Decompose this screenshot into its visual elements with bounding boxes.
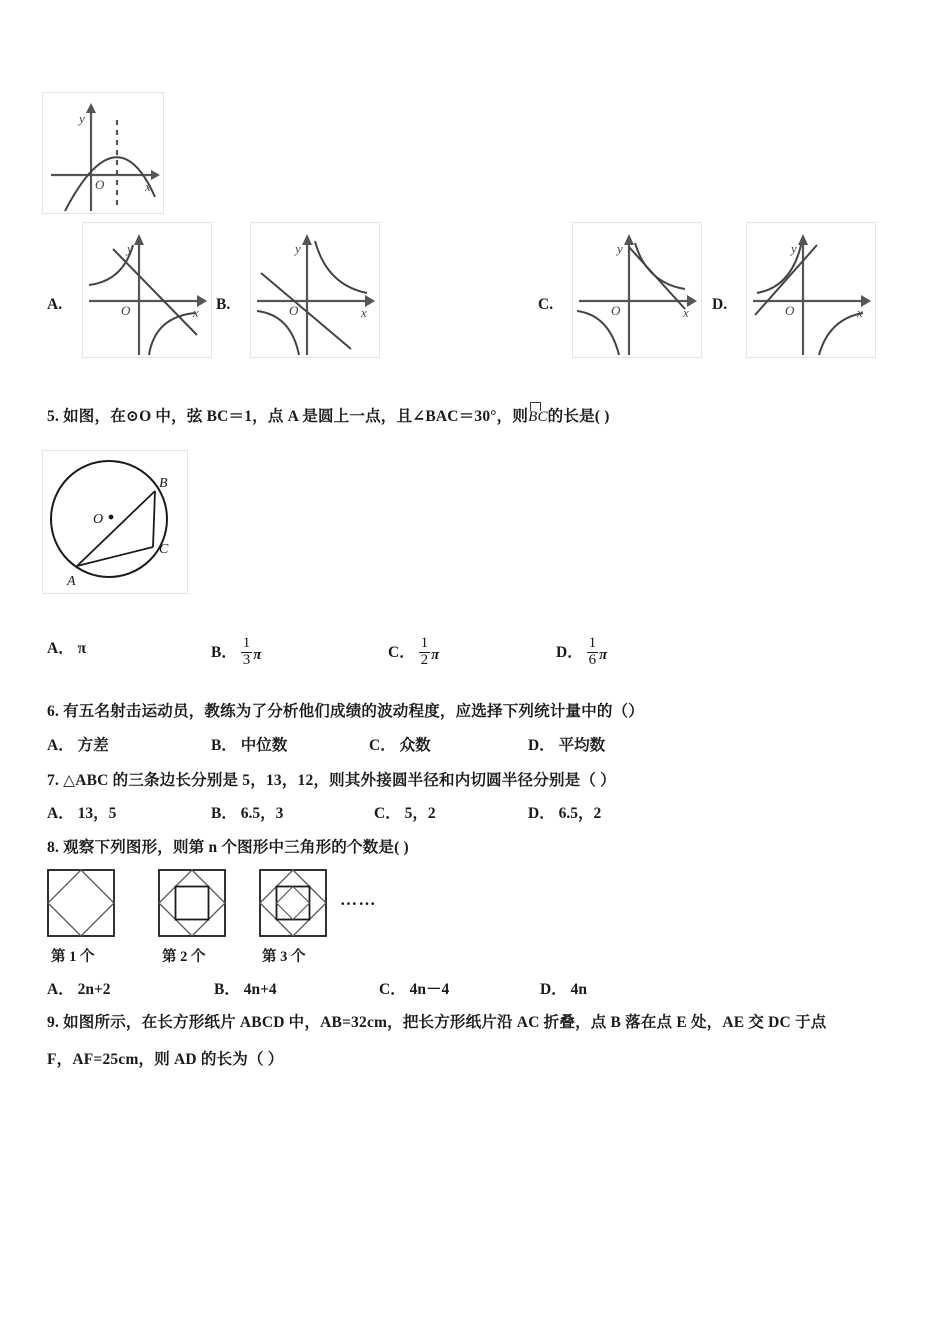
q8-option-c-value: 4n－4 [409,981,450,998]
q6-option-b-value: 中位数 [240,737,288,754]
q8-option-d-label: D． [540,981,567,998]
svg-text:y: y [791,241,797,256]
svg-text:O: O [121,303,131,318]
svg-text:y: y [617,241,623,256]
svg-text:x: x [193,305,199,320]
svg-text:y: y [127,241,133,256]
q7-option-d[interactable] [528,801,601,823]
q6-option-d[interactable] [528,733,605,755]
q6-option-c[interactable] [369,733,431,755]
q5-option-c-pi: π [431,647,440,664]
question-5-number: 5. [47,408,60,425]
q5-option-c-denominator: 2 [420,651,429,668]
q8-option-b-label: B． [214,981,240,998]
q7-option-b[interactable] [211,801,283,823]
q7-option-a-value: 13，5 [77,805,117,822]
q7-option-c[interactable] [374,801,436,823]
question-8-text: 观察下列图形，则第 n 个图形中三角形的个数是( ) [63,839,409,856]
arc-bc-symbol [528,407,548,426]
q6-option-a[interactable] [47,733,109,755]
q5-option-a[interactable] [47,636,86,658]
question-8-line [47,835,409,857]
q6-option-b-label: B． [211,737,237,754]
q6-option-c-label: C． [369,737,396,754]
question-9-text-line-1: 如图所示，在长方形纸片 ABCD 中，AB=32cm，把长方形纸片沿 AC 折叠，点 B 落在点 E 处，AE 交 DC 于点 [63,1014,827,1031]
svg-text:O: O [93,512,104,527]
option-c-graph [572,222,702,358]
q5-option-b-label: B． [211,644,237,661]
question-6-line [47,699,644,721]
q8-option-b-value: 4n+4 [243,981,277,998]
svg-text:O: O [95,177,105,192]
svg-text:B: B [159,476,168,491]
question-6-number: 6. [47,703,60,720]
svg-text:x: x [361,305,367,320]
circle-inscribed-angle-figure [42,450,188,594]
q5-option-d-denominator: 6 [588,651,597,668]
svg-text:O: O [289,303,299,318]
svg-text:y: y [295,241,301,256]
q5-option-c-label: C． [388,644,415,661]
q5-option-d-fraction [587,636,599,669]
pattern-figure-2-caption: 第 2 个 [162,949,206,965]
q5-option-b[interactable] [211,636,261,669]
question-7-line [47,768,616,790]
svg-text:x: x [145,179,151,194]
svg-text:x: x [683,305,689,320]
q5-option-b-pi: π [253,647,262,664]
q7-option-b-label: B． [211,805,237,822]
q5-option-a-value: π [77,640,87,657]
q5-option-d-label: D． [556,644,583,661]
q8-option-c[interactable] [379,977,449,999]
svg-text:A: A [67,574,76,589]
q5-option-d-numerator: 1 [588,635,597,651]
option-c-label[interactable]: C. [538,296,554,313]
question-7-text: △ABC 的三条边长分别是 5，13，12，则其外接圆半径和内切圆半径分别是（ ） [63,772,616,789]
q5-option-a-label: A． [47,640,74,657]
q8-option-b[interactable] [214,977,277,999]
q8-option-d-value: 4n [570,981,587,998]
q5-option-b-denominator: 3 [242,651,251,668]
parabola-prompt-figure [42,92,164,214]
option-b-graph [250,222,380,358]
q7-option-a-label: A． [47,805,74,822]
q5-option-c-fraction [419,636,431,669]
question-9-line-1 [47,1010,826,1032]
arc-bc-letters: BC [528,409,548,425]
pattern-figure-1-caption: 第 1 个 [51,949,95,965]
q7-option-a[interactable] [47,801,116,823]
q5-option-c-numerator: 1 [420,635,429,651]
option-d-graph [746,222,876,358]
q5-option-d-pi: π [599,647,608,664]
option-b-label[interactable]: B. [216,296,231,313]
pattern-figure-3 [258,868,328,938]
q8-option-a-label: A． [47,981,74,998]
question-9-line-2 [47,1047,283,1069]
option-a-graph [82,222,212,358]
q5-option-c[interactable] [388,636,439,669]
pattern-figure-3-caption: 第 3 个 [262,949,306,965]
q8-option-d[interactable] [540,977,587,999]
svg-text:C: C [159,542,169,557]
q7-option-c-label: C． [374,805,401,822]
question-5-text-part-1: 如图，在⊙O 中，弦 BC＝1，点 A 是圆上一点，且∠BAC＝30°，则 [63,408,529,425]
svg-text:x: x [857,305,863,320]
q5-option-b-numerator: 1 [242,635,251,651]
svg-text:O: O [785,303,795,318]
q8-option-a[interactable] [47,977,111,999]
question-7-number: 7. [47,772,60,789]
q7-option-d-label: D． [528,805,555,822]
option-d-label[interactable]: D. [712,296,728,313]
svg-text:y: y [79,111,85,126]
question-6-text: 有五名射击运动员，教练为了分析他们成绩的波动程度，应选择下列统计量中的（） [63,703,645,720]
question-5-text-part-2: 的长是( ) [547,408,610,425]
q5-option-b-fraction [241,636,253,669]
svg-text:O: O [611,303,621,318]
question-8-number: 8. [47,839,60,856]
pattern-figure-2 [157,868,227,938]
q7-option-d-value: 6.5，2 [558,805,602,822]
question-9-text-line-2: F，AF=25cm，则 AD 的长为（ ） [47,1051,284,1068]
q7-option-c-value: 5，2 [404,805,436,822]
pattern-ellipsis: …… [340,890,377,909]
q6-option-a-label: A． [47,737,74,754]
q6-option-d-value: 平均数 [558,737,606,754]
q6-option-a-value: 方差 [77,737,109,754]
q6-option-d-label: D． [528,737,555,754]
pattern-figure-1 [46,868,116,938]
q6-option-c-value: 众数 [399,737,431,754]
question-9-number: 9. [47,1014,60,1031]
option-a-label[interactable]: A. [47,296,63,313]
q8-option-c-label: C． [379,981,406,998]
q8-option-a-value: 2n+2 [77,981,111,998]
q5-option-d[interactable] [556,636,607,669]
q7-option-b-value: 6.5，3 [240,805,284,822]
question-5-line [47,404,610,426]
q6-option-b[interactable] [211,733,287,755]
